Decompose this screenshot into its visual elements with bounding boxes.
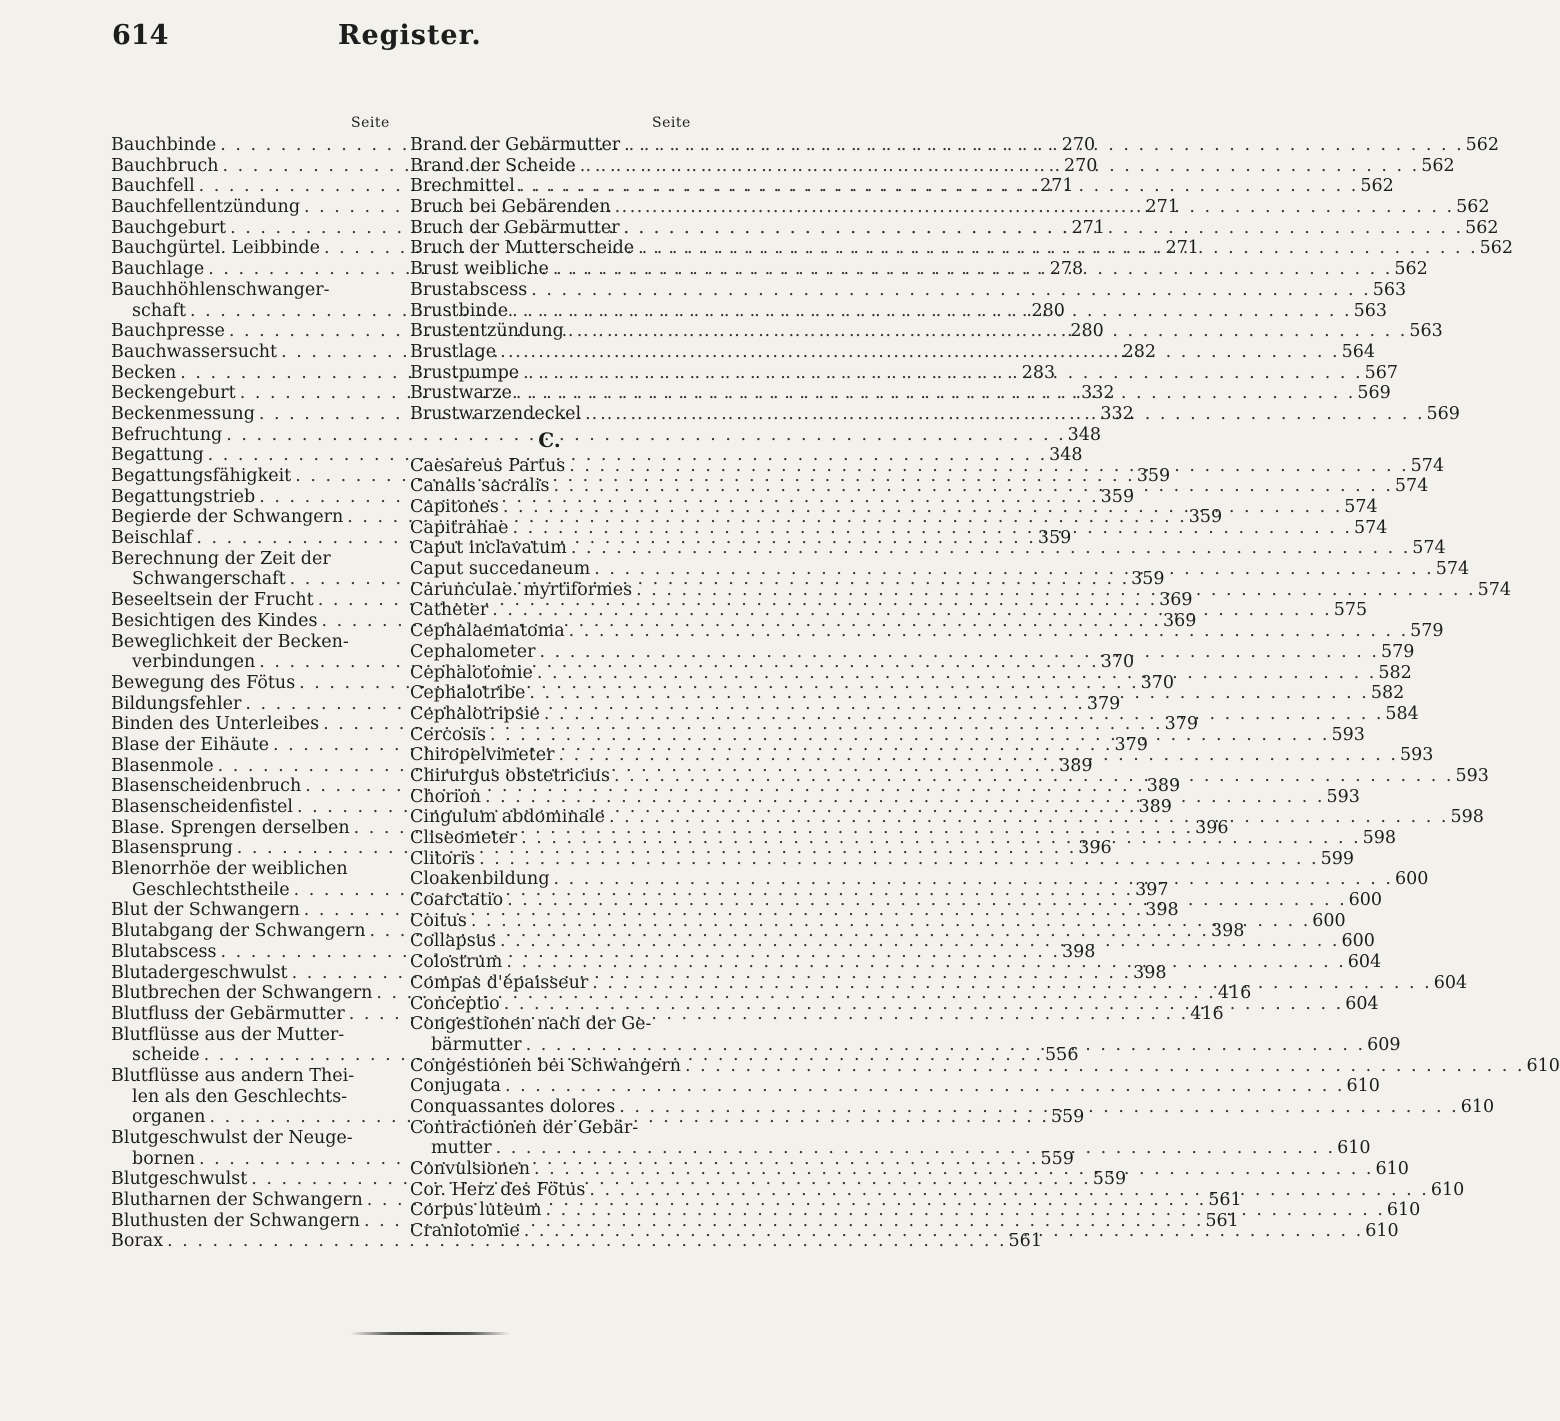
- entry-page-number: 359: [1188, 507, 1223, 528]
- entry-term: organen: [132, 1107, 206, 1128]
- dot-leader: [620, 218, 1463, 239]
- index-entry-line: Blutflüsse aus der Mutter-: [111, 1024, 345, 1045]
- dot-leader: [611, 197, 1454, 218]
- entry-page-number: 389: [1059, 755, 1093, 776]
- dot-leader: [515, 176, 1358, 197]
- entry-term: Begattungsfähigkeit: [111, 466, 292, 486]
- entry-term: bornen: [132, 1148, 196, 1169]
- entry-term: Blasensprung: [111, 838, 233, 859]
- index-entry-line: Berechnung der Zeit der: [111, 548, 331, 569]
- entry-page-number: 396: [1195, 817, 1229, 838]
- entry-term: Begierde der Schwangern: [111, 507, 344, 528]
- entry-page-number: 561: [1208, 1190, 1242, 1211]
- entry-term: schaft: [132, 300, 186, 321]
- entry-page-number: 389: [1146, 776, 1181, 797]
- entry-page-number: 561: [1008, 1231, 1042, 1252]
- entry-term: Begattungstrieb: [111, 486, 256, 507]
- entry-term: Blutbrechen der Schwangern: [111, 983, 373, 1004]
- entry-term: Congestionen bei Schwangern: [410, 1055, 682, 1076]
- dot-leader: [615, 1097, 1458, 1118]
- dot-leader: [555, 745, 1398, 766]
- entry-term: Borax: [111, 1231, 164, 1252]
- entry-term: Caput inclavatum: [410, 538, 567, 559]
- entry-term: Canalis sacralis: [410, 476, 550, 497]
- entry-page-number: 610: [1346, 1076, 1380, 1097]
- index-entry-line: Blutgeschwulst der Neuge-: [111, 1128, 353, 1148]
- entry-term: Compas d'épaisseur: [410, 972, 589, 993]
- entry-term: Conjugata: [410, 1076, 501, 1097]
- entry-term: Bauchwassersucht: [111, 341, 278, 362]
- dot-leader: [520, 1221, 1363, 1242]
- dot-leader: [486, 725, 1329, 746]
- entry-page-number: 582: [1378, 662, 1412, 683]
- dot-leader: [549, 259, 1392, 280]
- entry-term: Colostrum: [410, 952, 503, 973]
- index-entry-line: Bauchhöhlenschwanger-: [111, 279, 330, 300]
- index-entry: [410, 621, 1444, 642]
- entry-page-number: 398: [1061, 941, 1096, 962]
- entry-page-number: 398: [1210, 921, 1245, 942]
- entry-page-number: 561: [1205, 1210, 1239, 1231]
- entry-term: Brust weibliche: [410, 259, 549, 280]
- entry-page-number: 574: [1410, 455, 1445, 476]
- entry-page-number: 575: [1333, 600, 1368, 621]
- index-entry-line: Congestionen nach der Ge-: [410, 1014, 652, 1035]
- entry-page-number: 562: [1421, 155, 1455, 176]
- entry-term: Blutabgang der Schwangern: [111, 921, 366, 942]
- dot-leader: [496, 342, 1339, 363]
- index-entry-line: len als den Geschlechts-: [132, 1086, 348, 1107]
- entry-page-number: 579: [1410, 621, 1444, 642]
- entry-term: Brustbinde: [410, 300, 509, 321]
- entry-term: Conquassantes dolores: [410, 1096, 616, 1117]
- entry-term: Blutharnen der Schwangern: [111, 1190, 363, 1211]
- dot-leader: [565, 456, 1408, 477]
- entry-page-number: 332: [1100, 403, 1134, 424]
- entry-page-number: 579: [1380, 641, 1415, 662]
- entry-term: Cephalotomie: [410, 662, 533, 683]
- entry-term: Convulsionen: [410, 1159, 530, 1179]
- dot-leader: [581, 404, 1424, 425]
- dot-leader: [550, 869, 1393, 890]
- entry-page-number: 562: [1456, 197, 1490, 218]
- entry-term: Capitrahae: [410, 517, 509, 538]
- entry-page-number: 574: [1353, 517, 1388, 538]
- entry-term: Blase. Sprengen derselben: [111, 817, 350, 838]
- entry-page-number: 593: [1326, 786, 1360, 807]
- entry-page-number: 270: [1064, 155, 1098, 176]
- entry-term: Cephalaematoma: [410, 621, 565, 642]
- entry-page-number: 574: [1477, 579, 1511, 600]
- entry-page-number: 396: [1078, 838, 1112, 859]
- entry-term: Brustpumpe: [410, 362, 520, 383]
- dot-leader: [527, 280, 1370, 301]
- entry-page-number: 359: [1037, 528, 1072, 549]
- page-number: 614: [112, 20, 169, 51]
- entry-page-number: 332: [1081, 383, 1115, 404]
- entry-term: Coarctatio: [410, 890, 504, 911]
- dot-leader: [540, 704, 1383, 725]
- entry-page-number: 389: [1138, 797, 1172, 817]
- entry-page-number: 379: [1164, 714, 1198, 735]
- dot-leader: [499, 497, 1342, 518]
- entry-page-number: 398: [1145, 900, 1179, 921]
- entry-term: Cingulum abdominale: [410, 807, 605, 828]
- entry-term: Schwangerschaft: [132, 569, 286, 590]
- entry-term: Chiropelvimeter: [410, 745, 555, 766]
- entry-page-number: 610: [1386, 1200, 1421, 1221]
- entry-term: Collapsus: [410, 931, 496, 952]
- entry-term: Befruchtung: [111, 424, 223, 445]
- index-entry: [410, 1076, 1380, 1097]
- entry-page-number: 604: [1347, 952, 1382, 973]
- entry-term: Corpus luteum: [410, 1200, 542, 1221]
- index-entry-line: Blenorrhöe der weiblichen: [111, 859, 348, 880]
- entry-term: Caesareus Partus: [410, 455, 566, 476]
- entry-page-number: 563: [1409, 321, 1443, 342]
- entry-term: Bauchfellentzündung: [111, 197, 301, 218]
- entry-page-number: 416: [1190, 1003, 1224, 1024]
- entry-term: Cloakenbildung: [410, 869, 550, 890]
- entry-page-number: 600: [1341, 931, 1375, 952]
- entry-page-number: 398: [1133, 962, 1167, 983]
- dot-leader: [500, 994, 1343, 1015]
- entry-term: Bauchlage: [111, 259, 205, 280]
- dot-leader: [525, 683, 1368, 704]
- dot-leader: [620, 135, 1463, 156]
- entry-term: Blasenmole: [111, 755, 214, 776]
- entry-term: mutter: [431, 1138, 492, 1159]
- index-entry: [410, 279, 1407, 301]
- entry-term: Blasenscheidenfistel: [111, 797, 293, 817]
- entry-page-number: 610: [1365, 1221, 1399, 1242]
- dot-leader: [590, 559, 1433, 580]
- entry-page-number: 574: [1394, 476, 1429, 497]
- entry-term: scheide: [132, 1045, 200, 1066]
- entry-page-number: 562: [1465, 135, 1500, 155]
- entry-term: Blutadergeschwulst: [111, 962, 288, 983]
- dot-leader: [536, 642, 1379, 663]
- entry-page-number: 283: [1021, 362, 1056, 383]
- section-letter: C.: [538, 427, 561, 452]
- entry-page-number: 379: [1086, 693, 1121, 714]
- entry-term: Blutfluss der Gebärmutter: [111, 1003, 345, 1024]
- entry-term: Catheter: [410, 600, 489, 621]
- dot-leader: [588, 973, 1431, 994]
- entry-page-number: 370: [1100, 652, 1135, 673]
- dot-leader: [533, 663, 1376, 684]
- entry-page-number: 593: [1331, 724, 1365, 745]
- entry-term: Bildungsfehler: [111, 693, 242, 714]
- index-entry-line: Blutflüsse aus andern Thei-: [111, 1065, 355, 1086]
- entry-term: Brustabscess: [410, 279, 528, 300]
- entry-page-number: 609: [1367, 1034, 1401, 1055]
- entry-page-number: 600: [1348, 890, 1383, 911]
- entry-term: Bauchpresse: [111, 321, 225, 342]
- entry-page-number: 278: [1049, 259, 1084, 280]
- dot-leader: [509, 518, 1352, 539]
- end-ornament-rule: [350, 1332, 510, 1335]
- entry-page-number: 593: [1399, 745, 1434, 766]
- page-header: [0, 20, 800, 60]
- dot-leader: [503, 890, 1346, 911]
- entry-page-number: 574: [1435, 559, 1470, 580]
- entry-page-number: 563: [1372, 279, 1407, 300]
- entry-page-number: 562: [1360, 176, 1394, 197]
- entry-page-number: 348: [1067, 424, 1102, 445]
- entry-term: Cliseometer: [410, 828, 518, 848]
- dot-leader: [585, 1180, 1428, 1201]
- entry-page-number: 359: [1136, 466, 1171, 486]
- entry-page-number: 598: [1362, 828, 1397, 848]
- entry-page-number: 584: [1385, 703, 1419, 724]
- dot-leader: [632, 580, 1475, 601]
- entry-page-number: 359: [1100, 486, 1135, 507]
- dot-leader: [605, 807, 1448, 828]
- entry-term: Bauchfell: [111, 176, 195, 197]
- dot-leader: [501, 1076, 1344, 1097]
- dot-leader: [475, 849, 1318, 870]
- dot-leader: [564, 321, 1407, 342]
- entry-term: Coitus: [410, 910, 467, 931]
- entry-page-number: 562: [1465, 217, 1499, 238]
- entry-page-number: 369: [1159, 590, 1193, 611]
- entry-term: Beckenmessung: [111, 403, 255, 424]
- entry-term: Cor. Herz des Fötus: [410, 1179, 586, 1200]
- entry-page-number: 598: [1450, 807, 1484, 828]
- entry-term: Besichtigen des Kindes: [111, 610, 318, 631]
- entry-term: Bauchbruch: [111, 155, 219, 176]
- entry-page-number: 556: [1045, 1045, 1079, 1066]
- entry-page-number: 379: [1114, 734, 1148, 755]
- entry-term: Blutabscess: [111, 941, 217, 962]
- entry-page-number: 610: [1526, 1055, 1560, 1076]
- entry-term: Caput succedaneum: [410, 559, 591, 580]
- entry-term: Bruch der Mutterscheide: [410, 238, 635, 259]
- entry-page-number: 574: [1412, 538, 1446, 559]
- entry-page-number: 271: [1071, 217, 1105, 238]
- dot-leader: [488, 600, 1331, 621]
- entry-page-number: 282: [1122, 341, 1156, 362]
- entry-term: Blasenscheidenbruch: [111, 776, 302, 797]
- dot-leader: [610, 766, 1453, 787]
- entry-term: Conceptio: [410, 993, 500, 1014]
- entry-page-number: 610: [1337, 1138, 1371, 1159]
- index-entry-line: Contractionen der Gebär-: [410, 1117, 639, 1138]
- entry-term: Brechmittel: [410, 176, 515, 197]
- entry-page-number: 271: [1145, 197, 1179, 218]
- entry-term: Chirurgus obstetricius: [410, 765, 611, 786]
- entry-term: Beischlaf: [111, 528, 193, 549]
- entry-page-number: 563: [1353, 300, 1388, 321]
- dot-leader: [481, 787, 1324, 808]
- entry-term: bärmutter: [431, 1034, 522, 1055]
- entry-page-number: 559: [1040, 1148, 1074, 1169]
- dot-leader: [549, 476, 1392, 497]
- dot-leader: [567, 538, 1410, 559]
- entry-page-number: 280: [1031, 300, 1065, 321]
- column-label-seite: Seite: [652, 115, 691, 131]
- index-entry: [111, 424, 1102, 446]
- entry-page-number: 600: [1395, 869, 1429, 890]
- entry-page-number: 567: [1364, 362, 1399, 383]
- entry-page-number: 610: [1430, 1179, 1465, 1200]
- dot-leader: [522, 1035, 1365, 1056]
- entry-page-number: 559: [1092, 1169, 1127, 1190]
- entry-page-number: 562: [1479, 238, 1514, 259]
- entry-page-number: 564: [1341, 341, 1375, 362]
- entry-page-number: 348: [1049, 445, 1083, 466]
- entry-term: Bluthusten der Schwangern: [111, 1210, 360, 1231]
- entry-page-number: 569: [1357, 383, 1391, 404]
- entry-term: Cercosis: [410, 724, 487, 745]
- entry-page-number: 593: [1455, 765, 1489, 786]
- entry-term: Blutgeschwulst: [111, 1169, 248, 1190]
- dot-leader: [508, 301, 1351, 322]
- dot-leader: [496, 931, 1339, 952]
- entry-page-number: 271: [1040, 176, 1074, 197]
- entry-page-number: 562: [1394, 259, 1428, 280]
- entry-page-number: 569: [1426, 403, 1460, 424]
- entry-page-number: 610: [1460, 1096, 1495, 1117]
- entry-page-number: 559: [1050, 1107, 1085, 1128]
- entry-term: Brand der Scheide: [410, 155, 576, 176]
- entry-term: Brustlage: [410, 341, 497, 362]
- entry-term: Beckengeburt: [111, 383, 236, 404]
- entry-term: Carunculae. myrtiformes: [410, 579, 633, 600]
- entry-term: Bauchgeburt: [111, 217, 227, 238]
- entry-term: Begattung: [111, 445, 204, 466]
- dot-leader: [467, 911, 1310, 932]
- entry-term: Clitoris: [410, 848, 476, 869]
- dot-leader: [502, 952, 1345, 973]
- entry-term: Craniotomie: [410, 1221, 520, 1242]
- dot-leader: [576, 156, 1419, 177]
- entry-term: Bewegung des Fötus: [111, 672, 296, 693]
- entry-page-number: 416: [1217, 983, 1252, 1004]
- entry-term: Beseeltsein der Frucht: [111, 590, 314, 611]
- dot-leader: [541, 1200, 1384, 1221]
- entry-term: Cephalotripsie: [410, 703, 540, 724]
- entry-page-number: 599: [1320, 848, 1354, 869]
- entry-page-number: 582: [1370, 683, 1405, 704]
- entry-page-number: 600: [1312, 910, 1346, 931]
- entry-page-number: 604: [1345, 993, 1379, 1014]
- entry-term: Brustwarze: [410, 383, 512, 404]
- entry-term: Brustwarzendeckel: [410, 403, 582, 424]
- entry-term: Becken: [111, 362, 177, 383]
- entry-term: Bauchgürtel. Leibbinde: [111, 238, 320, 259]
- entry-page-number: 270: [1061, 135, 1096, 155]
- running-title: Register.: [338, 20, 482, 51]
- entry-term: Brand der Gebärmutter: [410, 135, 621, 155]
- entry-page-number: 271: [1165, 238, 1199, 259]
- entry-term: Geschlechtstheile: [132, 879, 290, 900]
- dot-leader: [530, 1159, 1373, 1180]
- dot-leader: [492, 1138, 1335, 1159]
- dot-leader: [681, 1056, 1524, 1077]
- entry-term: Blut der Schwangern: [111, 900, 300, 921]
- entry-term: Cephalotribe: [410, 683, 526, 704]
- entry-page-number: 610: [1375, 1159, 1409, 1179]
- entry-term: Bruch der Gebärmutter: [410, 217, 620, 238]
- dot-leader: [519, 363, 1362, 384]
- entry-term: verbindungen: [132, 652, 256, 673]
- entry-term: Cephalometer: [410, 641, 536, 662]
- entry-term: Bruch bei Gebärenden: [410, 197, 611, 218]
- entry-term: Blase der Eihäute: [111, 734, 270, 755]
- column-label-seite: Seite: [351, 115, 390, 131]
- dot-leader: [517, 828, 1360, 849]
- entry-page-number: 604: [1433, 972, 1468, 993]
- index-entry-line: Beweglichkeit der Becken-: [111, 631, 349, 652]
- entry-page-number: 359: [1131, 569, 1165, 590]
- dot-leader: [565, 621, 1408, 642]
- dot-leader: [512, 383, 1355, 404]
- entry-page-number: 369: [1162, 610, 1197, 631]
- entry-term: Capitones: [410, 497, 499, 517]
- entry-page-number: 370: [1140, 672, 1175, 693]
- dot-leader: [634, 238, 1477, 259]
- entry-page-number: 280: [1070, 321, 1104, 342]
- entry-term: Chorion: [410, 786, 481, 807]
- entry-page-number: 397: [1135, 879, 1169, 900]
- entry-term: Brustentzündung: [410, 321, 564, 342]
- entry-term: Bauchbinde: [111, 135, 217, 155]
- entry-term: Binden des Unterleibes: [111, 714, 320, 735]
- entry-page-number: 574: [1344, 497, 1378, 517]
